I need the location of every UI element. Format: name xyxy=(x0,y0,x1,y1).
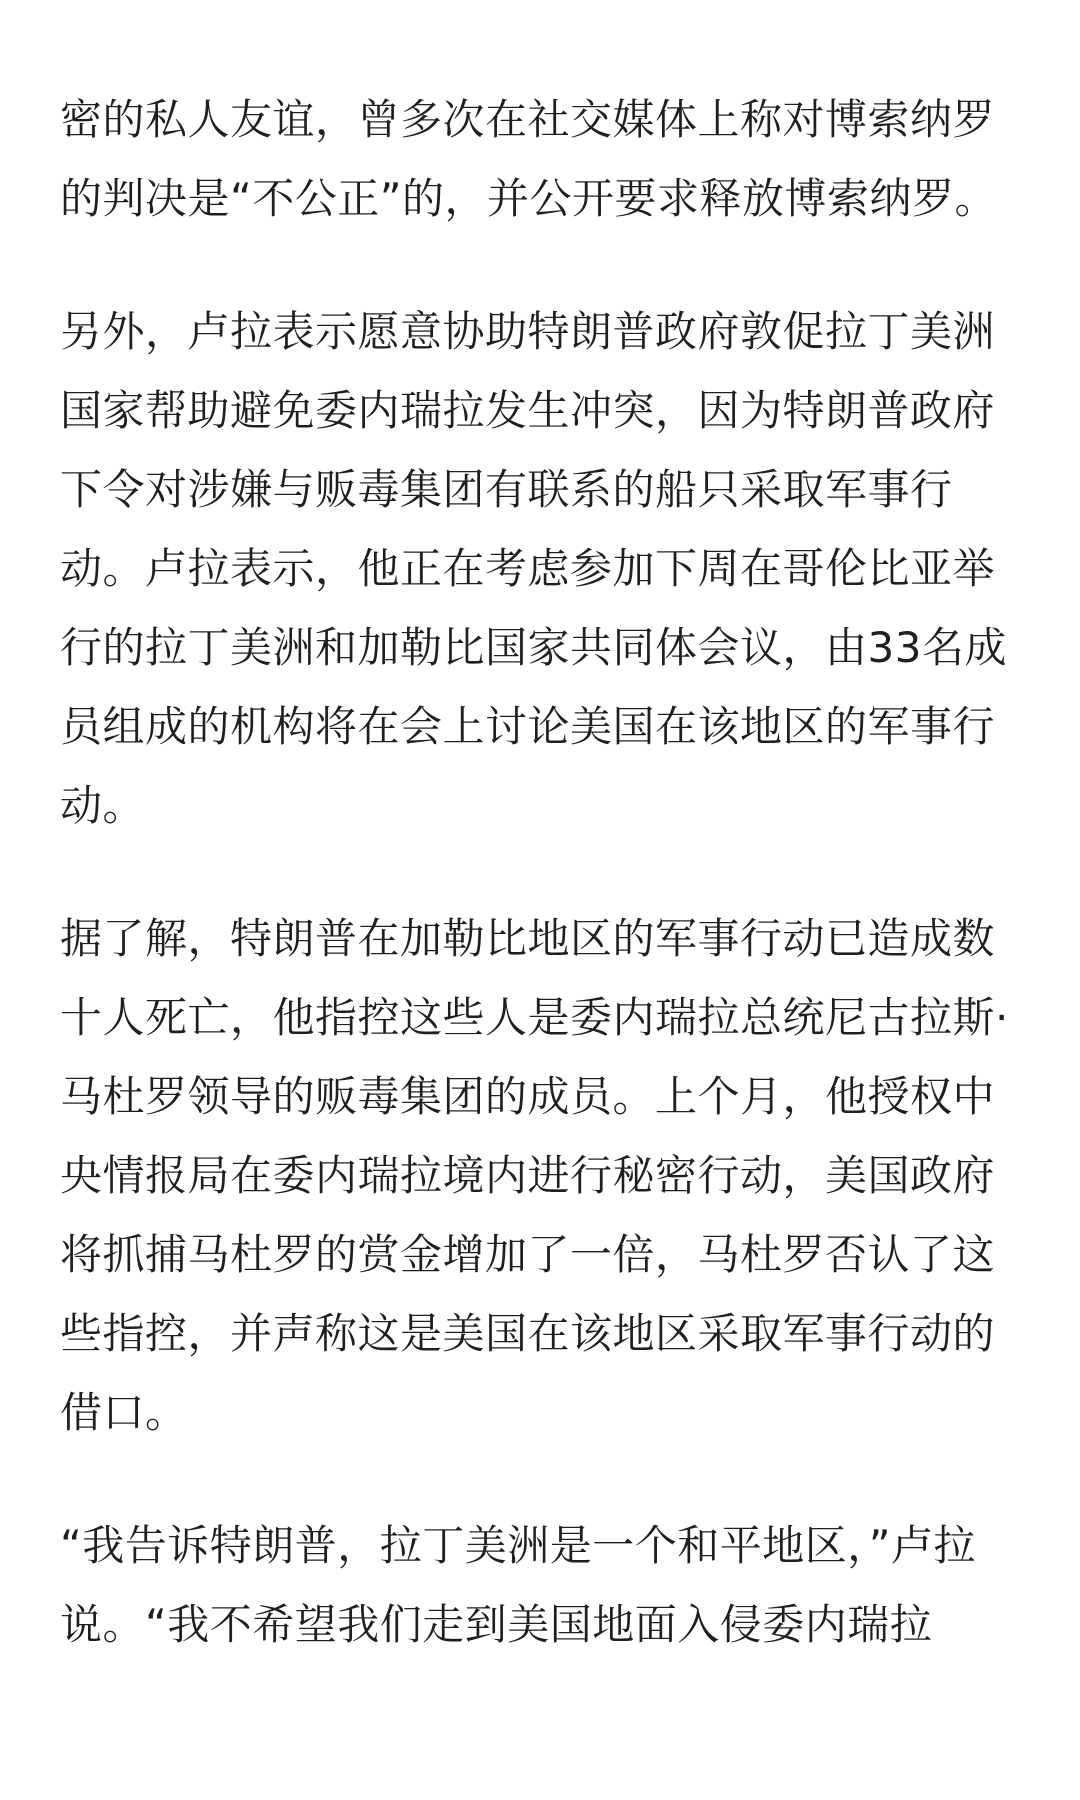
paragraph: “我告诉特朗普，拉丁美洲是一个和平地区，”卢拉说。“我不希望我们走到美国地面入侵委内瑞拉 xyxy=(60,1521,977,1649)
article-body xyxy=(60,80,1020,1664)
paragraph: 另外，卢拉表示愿意协助特朗普政府敦促拉丁美洲国家帮助避免委内瑞拉发生冲突，因为特朗普政府下令对涉嫌与贩毒集团有联系的船只采取军事行动。卢拉表示，他正在考虑参加下周在哥伦比亚举行的拉丁美洲和加勒比国家共同体会议，由33名成员组成的机构将在会上讨论美国在该地区的军事行动。 xyxy=(60,307,1007,830)
paragraph: 密的私人友谊，曾多次在社交媒体上称对博索纳罗的判决是“不公正”的，并公开要求释放博索纳罗。 xyxy=(60,95,998,223)
paragraph: 据了解，特朗普在加勒比地区的军事行动已造成数十人死亡，他指控这些人是委内瑞拉总统尼古拉斯·马杜罗领导的贩毒集团的成员。上个月，他授权中央情报局在委内瑞拉境内进行秘密行动，美国政府将抓捕马杜罗的赏金增加了一倍，马杜罗否认了这些指控，并声称这是美国在该地区采取军事行动的借口。 xyxy=(60,914,1009,1437)
